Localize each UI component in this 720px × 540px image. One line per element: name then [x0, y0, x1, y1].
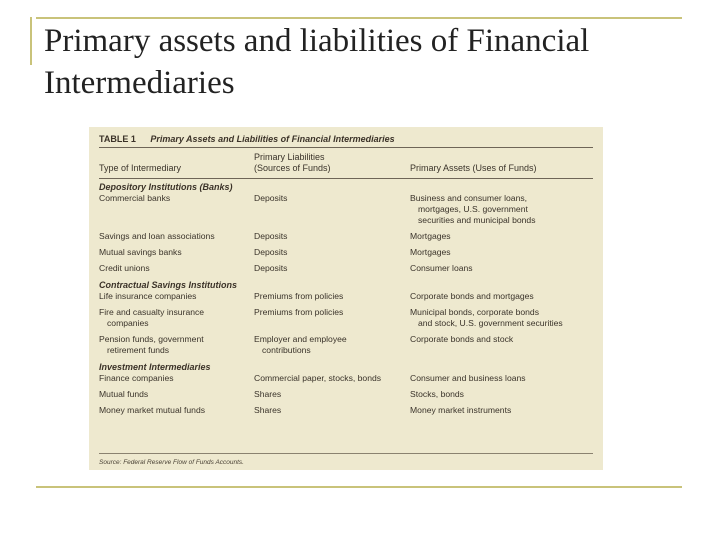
- cell-liabilities: [254, 307, 409, 318]
- cell-liabilities: [254, 263, 409, 274]
- cell-assets: [410, 334, 595, 345]
- cell-assets: [410, 405, 595, 416]
- cell-type: [99, 231, 249, 242]
- header-type: Type of Intermediary: [99, 163, 182, 173]
- cell-assets-line: Money market instruments: [410, 405, 512, 415]
- cell-type-line: Mutual savings banks: [99, 247, 182, 257]
- cell-type: [99, 389, 249, 400]
- cell-type: [99, 373, 249, 384]
- cell-type-line: Fire and casualty insurance: [99, 307, 205, 317]
- cell-type: [99, 263, 249, 274]
- section-heading: Contractual Savings Institutions: [99, 280, 238, 290]
- table-row: [99, 373, 593, 389]
- slide-title: [44, 20, 684, 104]
- cell-assets-line: and stock, U.S. government securities: [418, 318, 563, 328]
- cell-assets-line: Mortgages: [410, 231, 451, 241]
- table-row: [99, 291, 593, 307]
- table-caption: [99, 133, 593, 147]
- cell-type-line: Mutual funds: [99, 389, 149, 399]
- header-liabilities: [254, 152, 409, 174]
- cell-liabilities-line: Deposits: [254, 263, 288, 273]
- table-body: [99, 179, 593, 421]
- cell-type-line: Commercial banks: [99, 193, 171, 203]
- cell-assets-line: Mortgages: [410, 247, 451, 257]
- table-row: [99, 389, 593, 405]
- table-title: Primary Assets and Liabilities of Financial Intermediaries: [150, 134, 395, 144]
- cell-liabilities-line: Shares: [254, 389, 282, 399]
- cell-liabilities: [254, 405, 409, 416]
- cell-assets-line: Consumer loans: [410, 263, 473, 273]
- table-bottom-rule: [99, 453, 593, 454]
- cell-type-line: companies: [107, 318, 149, 328]
- cell-assets: [410, 231, 595, 242]
- cell-type: [99, 247, 249, 258]
- cell-assets-line: Corporate bonds and mortgages: [410, 291, 534, 301]
- cell-type-line: retirement funds: [107, 345, 170, 355]
- cell-assets-line: mortgages, U.S. government: [418, 204, 528, 214]
- cell-type-line: Life insurance companies: [99, 291, 197, 301]
- cell-assets-line: Corporate bonds and stock: [410, 334, 514, 344]
- cell-assets: [410, 389, 595, 400]
- cell-assets-line: Stocks, bonds: [410, 389, 464, 399]
- header-liabilities-line-1: Primary Liabilities: [254, 152, 325, 162]
- cell-liabilities: [254, 247, 409, 258]
- cell-liabilities: [254, 231, 409, 242]
- cell-liabilities-line: contributions: [262, 345, 311, 355]
- table-source-note: Source: Federal Reserve Flow of Funds Accounts.: [99, 459, 244, 466]
- cell-liabilities-line: Deposits: [254, 193, 288, 203]
- cell-liabilities: [254, 334, 409, 356]
- top-accent-line: [36, 17, 682, 19]
- cell-assets: [410, 193, 595, 226]
- cell-liabilities: [254, 389, 409, 400]
- table-image: [89, 127, 603, 470]
- cell-assets-line: Consumer and business loans: [410, 373, 526, 383]
- cell-liabilities-line: Deposits: [254, 231, 288, 241]
- cell-assets: [410, 263, 595, 274]
- table-row: [99, 405, 593, 421]
- cell-liabilities-line: Commercial paper, stocks, bonds: [254, 373, 382, 383]
- cell-type: [99, 334, 249, 356]
- table-row: [99, 307, 593, 334]
- cell-type-line: Finance companies: [99, 373, 174, 383]
- cell-type: [99, 405, 249, 416]
- cell-assets: [410, 373, 595, 384]
- cell-assets: [410, 291, 595, 302]
- bottom-accent-line: [36, 486, 682, 488]
- slide-title-line-1: Primary assets and liabilities of Financial: [44, 23, 590, 59]
- section-heading: Investment Intermediaries: [99, 362, 211, 372]
- slide-title-line-2: Intermediaries: [44, 65, 235, 101]
- header-liabilities-line-2: (Sources of Funds): [254, 163, 331, 173]
- cell-type-line: Credit unions: [99, 263, 150, 273]
- table-row: [99, 334, 593, 361]
- table-header: [99, 148, 593, 178]
- cell-type: [99, 291, 249, 302]
- cell-type-line: Savings and loan associations: [99, 231, 215, 241]
- table-row: [99, 193, 593, 231]
- cell-type-line: Pension funds, government: [99, 334, 204, 344]
- left-accent-bar: [30, 17, 32, 65]
- cell-assets-line: Municipal bonds, corporate bonds: [410, 307, 539, 317]
- cell-liabilities: [254, 193, 409, 204]
- section-heading: Depository Institutions (Banks): [99, 182, 233, 192]
- cell-assets: [410, 307, 595, 329]
- cell-liabilities: [254, 291, 409, 302]
- cell-liabilities-line: Premiums from policies: [254, 307, 344, 317]
- cell-type: [99, 193, 249, 204]
- cell-liabilities-line: Employer and employee: [254, 334, 347, 344]
- cell-liabilities-line: Deposits: [254, 247, 288, 257]
- table-number: TABLE 1: [99, 134, 136, 144]
- cell-assets-line: securities and municipal bonds: [418, 215, 536, 225]
- cell-type: [99, 307, 249, 329]
- cell-type-line: Money market mutual funds: [99, 405, 206, 415]
- table-row: [99, 231, 593, 247]
- table-row: [99, 247, 593, 263]
- cell-assets-line: Business and consumer loans,: [410, 193, 528, 203]
- cell-assets: [410, 247, 595, 258]
- cell-liabilities: [254, 373, 409, 384]
- table-row: [99, 263, 593, 279]
- cell-liabilities-line: Premiums from policies: [254, 291, 344, 301]
- header-assets: Primary Assets (Uses of Funds): [410, 163, 537, 173]
- cell-liabilities-line: Shares: [254, 405, 282, 415]
